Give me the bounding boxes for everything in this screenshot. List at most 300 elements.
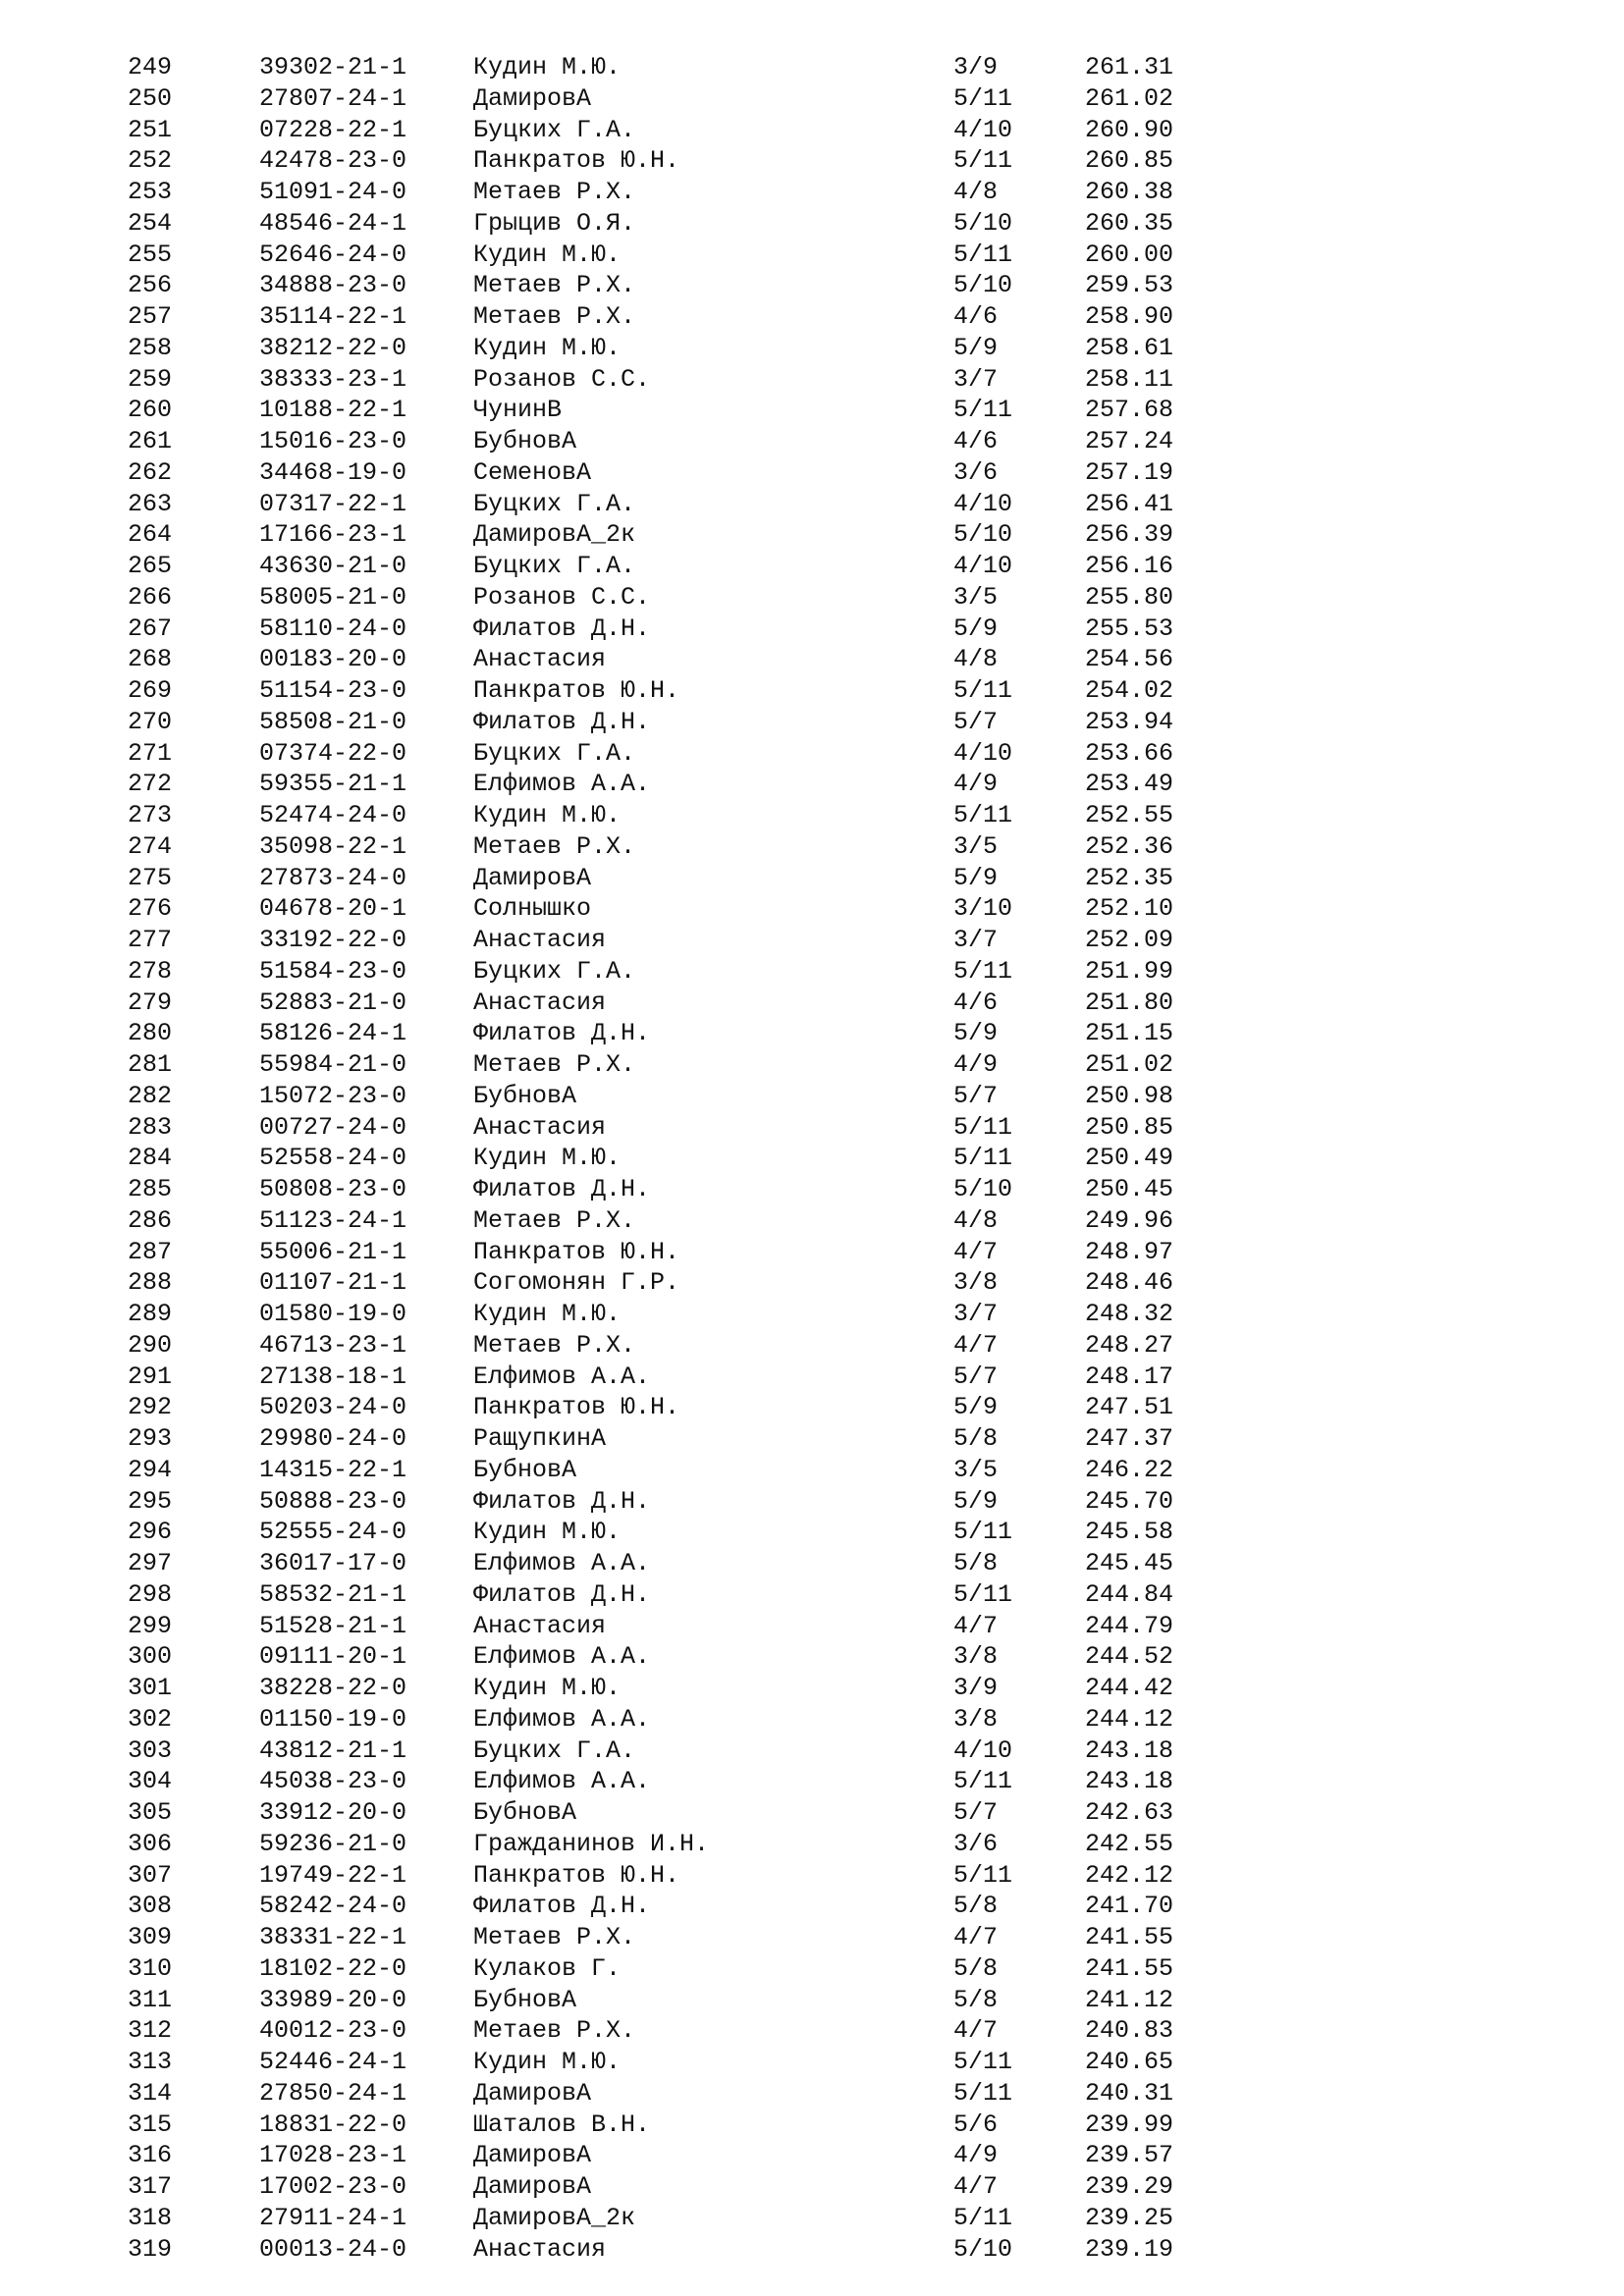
row-rank: 259 <box>128 364 173 394</box>
row-rank: 290 <box>128 1330 173 1360</box>
row-name: Метаев Р.Х. <box>473 1050 636 1079</box>
row-rank: 258 <box>128 333 173 362</box>
row-ratio: 5/8 <box>953 1953 999 1983</box>
row-ratio: 5/7 <box>953 1081 999 1110</box>
table-row <box>0 1829 1624 1860</box>
row-score: 252.35 <box>1085 863 1174 892</box>
row-score: 253.66 <box>1085 738 1174 768</box>
row-ratio: 3/7 <box>953 1300 999 1328</box>
row-id: 01580-19-0 <box>259 1300 407 1328</box>
row-id: 27807-24-1 <box>259 83 407 113</box>
row-ratio: 4/9 <box>953 2141 999 2170</box>
row-id: 36017-17-0 <box>259 1549 407 1577</box>
row-id: 43812-21-1 <box>259 1735 407 1765</box>
row-ratio: 3/9 <box>953 1674 999 1702</box>
row-rank: 261 <box>128 427 173 455</box>
row-ratio: 4/10 <box>953 552 1013 580</box>
row-name: Кудин М.Ю. <box>473 2048 622 2076</box>
row-score: 248.46 <box>1085 1268 1174 1298</box>
row-score: 253.49 <box>1085 770 1174 799</box>
table-row <box>0 582 1624 614</box>
row-ratio: 4/7 <box>953 2172 999 2201</box>
row-name: Филатов Д.Н. <box>473 1892 651 1921</box>
table-row <box>0 675 1624 707</box>
row-id: 42478-23-0 <box>259 146 407 176</box>
row-ratio: 5/11 <box>953 676 1013 705</box>
row-score: 250.85 <box>1085 1112 1174 1142</box>
row-id: 52474-24-0 <box>259 801 407 829</box>
row-name: Елфимов А.А. <box>473 1704 651 1734</box>
row-score: 244.79 <box>1085 1611 1174 1640</box>
row-name: ДамировА_2к <box>473 520 636 550</box>
table-row <box>0 2171 1624 2203</box>
row-id: 51123-24-1 <box>259 1205 407 1235</box>
table-row <box>0 863 1624 894</box>
row-ratio: 4/10 <box>953 738 1013 768</box>
row-id: 27138-18-1 <box>259 1362 407 1391</box>
row-id: 58005-21-0 <box>259 582 407 612</box>
table-row <box>0 769 1624 800</box>
row-rank: 314 <box>128 2078 173 2108</box>
row-score: 242.12 <box>1085 1860 1174 1890</box>
table-row <box>0 2109 1624 2141</box>
row-name: Панкратов Ю.Н. <box>473 1237 680 1266</box>
table-row <box>0 1174 1624 1205</box>
row-name: Кудин М.Ю. <box>473 1674 622 1702</box>
row-rank: 293 <box>128 1424 173 1453</box>
row-ratio: 5/8 <box>953 1549 999 1577</box>
row-id: 38228-22-0 <box>259 1674 407 1702</box>
row-ratio: 5/10 <box>953 1175 1013 1203</box>
row-name: Панкратов Ю.Н. <box>473 676 680 705</box>
row-ratio: 5/11 <box>953 240 1013 269</box>
row-id: 40012-23-0 <box>259 2016 407 2046</box>
row-name: Кудин М.Ю. <box>473 240 622 269</box>
row-score: 244.84 <box>1085 1579 1174 1609</box>
row-score: 244.12 <box>1085 1704 1174 1734</box>
row-score: 258.90 <box>1085 302 1174 331</box>
row-name: ДамировА <box>473 863 592 892</box>
row-score: 248.17 <box>1085 1362 1174 1391</box>
row-name: Гражданинов И.Н. <box>473 1829 710 1858</box>
table-row <box>0 1423 1624 1455</box>
row-id: 00727-24-0 <box>259 1112 407 1142</box>
row-rank: 264 <box>128 520 173 550</box>
row-score: 254.02 <box>1085 676 1174 705</box>
row-ratio: 4/7 <box>953 1330 999 1360</box>
table-row <box>0 177 1624 208</box>
table-row <box>0 1766 1624 1797</box>
row-score: 257.68 <box>1085 396 1174 425</box>
row-ratio: 4/7 <box>953 2016 999 2046</box>
table-row <box>0 1579 1624 1611</box>
row-rank: 313 <box>128 2048 173 2076</box>
row-id: 07228-22-1 <box>259 115 407 144</box>
row-score: 256.16 <box>1085 552 1174 580</box>
row-rank: 319 <box>128 2234 173 2264</box>
row-ratio: 5/10 <box>953 208 1013 238</box>
row-id: 33989-20-0 <box>259 1985 407 2014</box>
row-name: Метаев Р.Х. <box>473 302 636 331</box>
row-rank: 311 <box>128 1985 173 2014</box>
row-ratio: 5/11 <box>953 83 1013 113</box>
row-score: 260.35 <box>1085 208 1174 238</box>
row-rank: 302 <box>128 1704 173 1734</box>
row-name: Метаев Р.Х. <box>473 178 636 206</box>
row-rank: 315 <box>128 2109 173 2139</box>
row-score: 251.80 <box>1085 988 1174 1017</box>
table-row <box>0 551 1624 582</box>
row-id: 46713-23-1 <box>259 1330 407 1360</box>
table-row <box>0 925 1624 956</box>
row-rank: 265 <box>128 552 173 580</box>
table-row <box>0 988 1624 1019</box>
table-row <box>0 1049 1624 1081</box>
row-score: 246.22 <box>1085 1455 1174 1484</box>
row-id: 19749-22-1 <box>259 1860 407 1890</box>
table-row <box>0 800 1624 831</box>
row-id: 33192-22-0 <box>259 926 407 954</box>
row-ratio: 4/8 <box>953 1205 999 1235</box>
row-rank: 292 <box>128 1393 173 1422</box>
table-row <box>0 1143 1624 1174</box>
row-rank: 255 <box>128 240 173 269</box>
row-rank: 287 <box>128 1237 173 1266</box>
table-row <box>0 1891 1624 1922</box>
row-rank: 301 <box>128 1674 173 1702</box>
row-ratio: 5/9 <box>953 333 999 362</box>
row-rank: 296 <box>128 1518 173 1547</box>
row-rank: 318 <box>128 2203 173 2232</box>
row-rank: 262 <box>128 457 173 487</box>
row-name: Шаталов В.Н. <box>473 2109 651 2139</box>
row-rank: 271 <box>128 738 173 768</box>
row-ratio: 5/11 <box>953 801 1013 829</box>
row-ratio: 5/11 <box>953 2078 1013 2108</box>
table-row <box>0 2015 1624 2047</box>
row-ratio: 3/9 <box>953 53 999 81</box>
row-name: Розанов С.С. <box>473 364 651 394</box>
table-row <box>0 1018 1624 1049</box>
row-rank: 304 <box>128 1767 173 1796</box>
row-name: ДамировА <box>473 83 592 113</box>
row-name: БубновА <box>473 1798 577 1827</box>
row-score: 250.49 <box>1085 1144 1174 1173</box>
table-row <box>0 1548 1624 1579</box>
table-row <box>0 1641 1624 1673</box>
row-id: 58508-21-0 <box>259 707 407 736</box>
row-ratio: 5/11 <box>953 2048 1013 2076</box>
row-name: БубновА <box>473 1455 577 1484</box>
row-name: ДамировА <box>473 2172 592 2201</box>
row-name: Кудин М.Ю. <box>473 1518 622 1547</box>
row-id: 38212-22-0 <box>259 333 407 362</box>
row-name: Анастасия <box>473 2234 607 2264</box>
row-ratio: 4/9 <box>953 770 999 799</box>
table-row <box>0 1392 1624 1423</box>
row-score: 242.55 <box>1085 1829 1174 1858</box>
row-id: 14315-22-1 <box>259 1455 407 1484</box>
table-row <box>0 1611 1624 1642</box>
table-row <box>0 83 1624 115</box>
row-ratio: 5/11 <box>953 956 1013 986</box>
row-score: 255.80 <box>1085 582 1174 612</box>
row-id: 51528-21-1 <box>259 1611 407 1640</box>
row-score: 242.63 <box>1085 1798 1174 1827</box>
row-ratio: 3/8 <box>953 1268 999 1298</box>
row-id: 35098-22-1 <box>259 831 407 861</box>
row-ratio: 5/7 <box>953 1362 999 1391</box>
row-rank: 274 <box>128 831 173 861</box>
row-score: 240.83 <box>1085 2016 1174 2046</box>
row-ratio: 5/8 <box>953 1424 999 1453</box>
row-score: 250.98 <box>1085 1081 1174 1110</box>
row-rank: 250 <box>128 83 173 113</box>
row-id: 52446-24-1 <box>259 2048 407 2076</box>
row-name: Розанов С.С. <box>473 582 651 612</box>
table-row <box>0 1860 1624 1892</box>
row-ratio: 5/11 <box>953 1518 1013 1547</box>
row-rank: 257 <box>128 302 173 331</box>
row-rank: 289 <box>128 1300 173 1328</box>
row-ratio: 5/10 <box>953 271 1013 300</box>
table-row <box>0 489 1624 520</box>
table-row <box>0 115 1624 146</box>
table-row <box>0 1735 1624 1767</box>
row-ratio: 4/7 <box>953 1237 999 1266</box>
row-rank: 299 <box>128 1611 173 1640</box>
table-row <box>0 270 1624 301</box>
table-row <box>0 893 1624 925</box>
table-row <box>0 831 1624 863</box>
table-row <box>0 1797 1624 1829</box>
row-id: 17028-23-1 <box>259 2141 407 2170</box>
row-ratio: 4/9 <box>953 1050 999 1079</box>
row-ratio: 5/11 <box>953 1144 1013 1173</box>
row-id: 55006-21-1 <box>259 1237 407 1266</box>
row-id: 01150-19-0 <box>259 1704 407 1734</box>
row-name: Метаев Р.Х. <box>473 831 636 861</box>
row-score: 257.19 <box>1085 457 1174 487</box>
row-ratio: 4/6 <box>953 988 999 1017</box>
row-ratio: 5/11 <box>953 396 1013 425</box>
table-row <box>0 1237 1624 1268</box>
row-id: 50203-24-0 <box>259 1393 407 1422</box>
row-score: 257.24 <box>1085 427 1174 455</box>
row-score: 241.70 <box>1085 1892 1174 1921</box>
row-name: ЧунинВ <box>473 396 563 425</box>
row-rank: 294 <box>128 1455 173 1484</box>
row-name: Кудин М.Ю. <box>473 1300 622 1328</box>
row-id: 27850-24-1 <box>259 2078 407 2108</box>
row-id: 45038-23-0 <box>259 1767 407 1796</box>
row-score: 252.36 <box>1085 831 1174 861</box>
row-ratio: 5/11 <box>953 1767 1013 1796</box>
row-ratio: 5/9 <box>953 1486 999 1516</box>
row-ratio: 3/6 <box>953 457 999 487</box>
table-row <box>0 1081 1624 1112</box>
row-ratio: 4/8 <box>953 178 999 206</box>
row-score: 244.52 <box>1085 1642 1174 1672</box>
row-score: 254.56 <box>1085 645 1174 674</box>
row-name: Грыцив О.Я. <box>473 208 636 238</box>
row-id: 34468-19-0 <box>259 457 407 487</box>
row-id: 51091-24-0 <box>259 178 407 206</box>
row-id: 50888-23-0 <box>259 1486 407 1516</box>
row-rank: 305 <box>128 1798 173 1827</box>
row-rank: 283 <box>128 1112 173 1142</box>
table-row <box>0 614 1624 645</box>
row-id: 27911-24-1 <box>259 2203 407 2232</box>
row-rank: 270 <box>128 707 173 736</box>
row-name: Метаев Р.Х. <box>473 2016 636 2046</box>
row-id: 00183-20-0 <box>259 645 407 674</box>
row-score: 258.61 <box>1085 333 1174 362</box>
row-id: 07374-22-0 <box>259 738 407 768</box>
row-name: Филатов Д.Н. <box>473 1486 651 1516</box>
row-rank: 303 <box>128 1735 173 1765</box>
row-name: Буцких Г.А. <box>473 489 636 518</box>
row-rank: 281 <box>128 1050 173 1079</box>
row-name: Согомонян Г.Р. <box>473 1268 680 1298</box>
row-score: 245.58 <box>1085 1518 1174 1547</box>
row-id: 58110-24-0 <box>259 614 407 643</box>
row-score: 251.15 <box>1085 1019 1174 1048</box>
table-row <box>0 1455 1624 1486</box>
row-ratio: 4/10 <box>953 489 1013 518</box>
row-name: СеменовА <box>473 457 592 487</box>
row-rank: 254 <box>128 208 173 238</box>
row-ratio: 4/10 <box>953 115 1013 144</box>
row-id: 29980-24-0 <box>259 1424 407 1453</box>
row-name: БубновА <box>473 427 577 455</box>
row-rank: 275 <box>128 863 173 892</box>
row-rank: 277 <box>128 926 173 954</box>
row-score: 250.45 <box>1085 1175 1174 1203</box>
row-ratio: 3/10 <box>953 894 1013 924</box>
row-ratio: 5/8 <box>953 1892 999 1921</box>
row-name: Елфимов А.А. <box>473 770 651 799</box>
row-score: 239.99 <box>1085 2109 1174 2139</box>
row-rank: 312 <box>128 2016 173 2046</box>
row-ratio: 5/10 <box>953 2234 1013 2264</box>
table-row <box>0 738 1624 770</box>
row-rank: 268 <box>128 645 173 674</box>
row-ratio: 5/10 <box>953 520 1013 550</box>
row-name: ДамировА <box>473 2141 592 2170</box>
row-id: 00013-24-0 <box>259 2234 407 2264</box>
row-ratio: 4/6 <box>953 427 999 455</box>
row-name: Филатов Д.Н. <box>473 1019 651 1048</box>
row-name: Буцких Г.А. <box>473 115 636 144</box>
row-ratio: 4/10 <box>953 1735 1013 1765</box>
row-rank: 263 <box>128 489 173 518</box>
row-rank: 295 <box>128 1486 173 1516</box>
row-id: 51154-23-0 <box>259 676 407 705</box>
row-ratio: 3/6 <box>953 1829 999 1858</box>
table-row <box>0 1299 1624 1330</box>
row-id: 59236-21-0 <box>259 1829 407 1858</box>
table-row <box>0 1486 1624 1518</box>
row-id: 01107-21-1 <box>259 1268 407 1298</box>
table-row <box>0 395 1624 426</box>
row-ratio: 3/7 <box>953 926 999 954</box>
row-score: 245.70 <box>1085 1486 1174 1516</box>
table-row <box>0 240 1624 271</box>
table-row <box>0 2234 1624 2266</box>
table-row <box>0 1985 1624 2016</box>
row-name: Анастасия <box>473 988 607 1017</box>
row-name: Кудин М.Ю. <box>473 333 622 362</box>
row-name: Филатов Д.Н. <box>473 707 651 736</box>
row-id: 09111-20-1 <box>259 1642 407 1672</box>
row-id: 38331-22-1 <box>259 1923 407 1951</box>
row-score: 240.31 <box>1085 2078 1174 2108</box>
row-name: Анастасия <box>473 926 607 954</box>
table-row <box>0 52 1624 83</box>
row-ratio: 4/7 <box>953 1611 999 1640</box>
table-row <box>0 1953 1624 1985</box>
row-name: РащупкинА <box>473 1424 607 1453</box>
row-rank: 280 <box>128 1019 173 1048</box>
row-score: 245.45 <box>1085 1549 1174 1577</box>
row-rank: 269 <box>128 676 173 705</box>
row-name: Анастасия <box>473 1112 607 1142</box>
row-score: 261.02 <box>1085 83 1174 113</box>
row-score: 256.41 <box>1085 489 1174 518</box>
row-score: 249.96 <box>1085 1205 1174 1235</box>
table-row <box>0 1205 1624 1237</box>
row-rank: 288 <box>128 1268 173 1298</box>
row-name: Кулаков Г. <box>473 1953 622 1983</box>
row-ratio: 3/5 <box>953 582 999 612</box>
row-ratio: 4/6 <box>953 302 999 331</box>
row-id: 15072-23-0 <box>259 1081 407 1110</box>
row-name: Панкратов Ю.Н. <box>473 1860 680 1890</box>
row-name: ДамировА_2к <box>473 2203 636 2232</box>
row-ratio: 5/9 <box>953 1393 999 1422</box>
row-score: 256.39 <box>1085 520 1174 550</box>
row-ratio: 3/7 <box>953 364 999 394</box>
table-row <box>0 208 1624 240</box>
row-rank: 317 <box>128 2172 173 2201</box>
row-score: 261.31 <box>1085 53 1174 81</box>
row-ratio: 4/7 <box>953 1923 999 1951</box>
table-row <box>0 1922 1624 1953</box>
row-id: 52883-21-0 <box>259 988 407 1017</box>
row-rank: 310 <box>128 1953 173 1983</box>
row-name: Елфимов А.А. <box>473 1362 651 1391</box>
row-name: Метаев Р.Х. <box>473 1330 636 1360</box>
row-name: Панкратов Ю.Н. <box>473 1393 680 1422</box>
row-score: 248.32 <box>1085 1300 1174 1328</box>
row-score: 241.55 <box>1085 1923 1174 1951</box>
row-score: 247.51 <box>1085 1393 1174 1422</box>
row-score: 241.55 <box>1085 1953 1174 1983</box>
table-row <box>0 301 1624 333</box>
table-row <box>0 519 1624 551</box>
row-id: 38333-23-1 <box>259 364 407 394</box>
row-score: 258.11 <box>1085 364 1174 394</box>
row-id: 50808-23-0 <box>259 1175 407 1203</box>
row-score: 260.38 <box>1085 178 1174 206</box>
row-score: 239.25 <box>1085 2203 1174 2232</box>
row-rank: 298 <box>128 1579 173 1609</box>
row-ratio: 5/11 <box>953 1860 1013 1890</box>
row-score: 252.10 <box>1085 894 1174 924</box>
row-score: 260.90 <box>1085 115 1174 144</box>
row-score: 251.99 <box>1085 956 1174 986</box>
